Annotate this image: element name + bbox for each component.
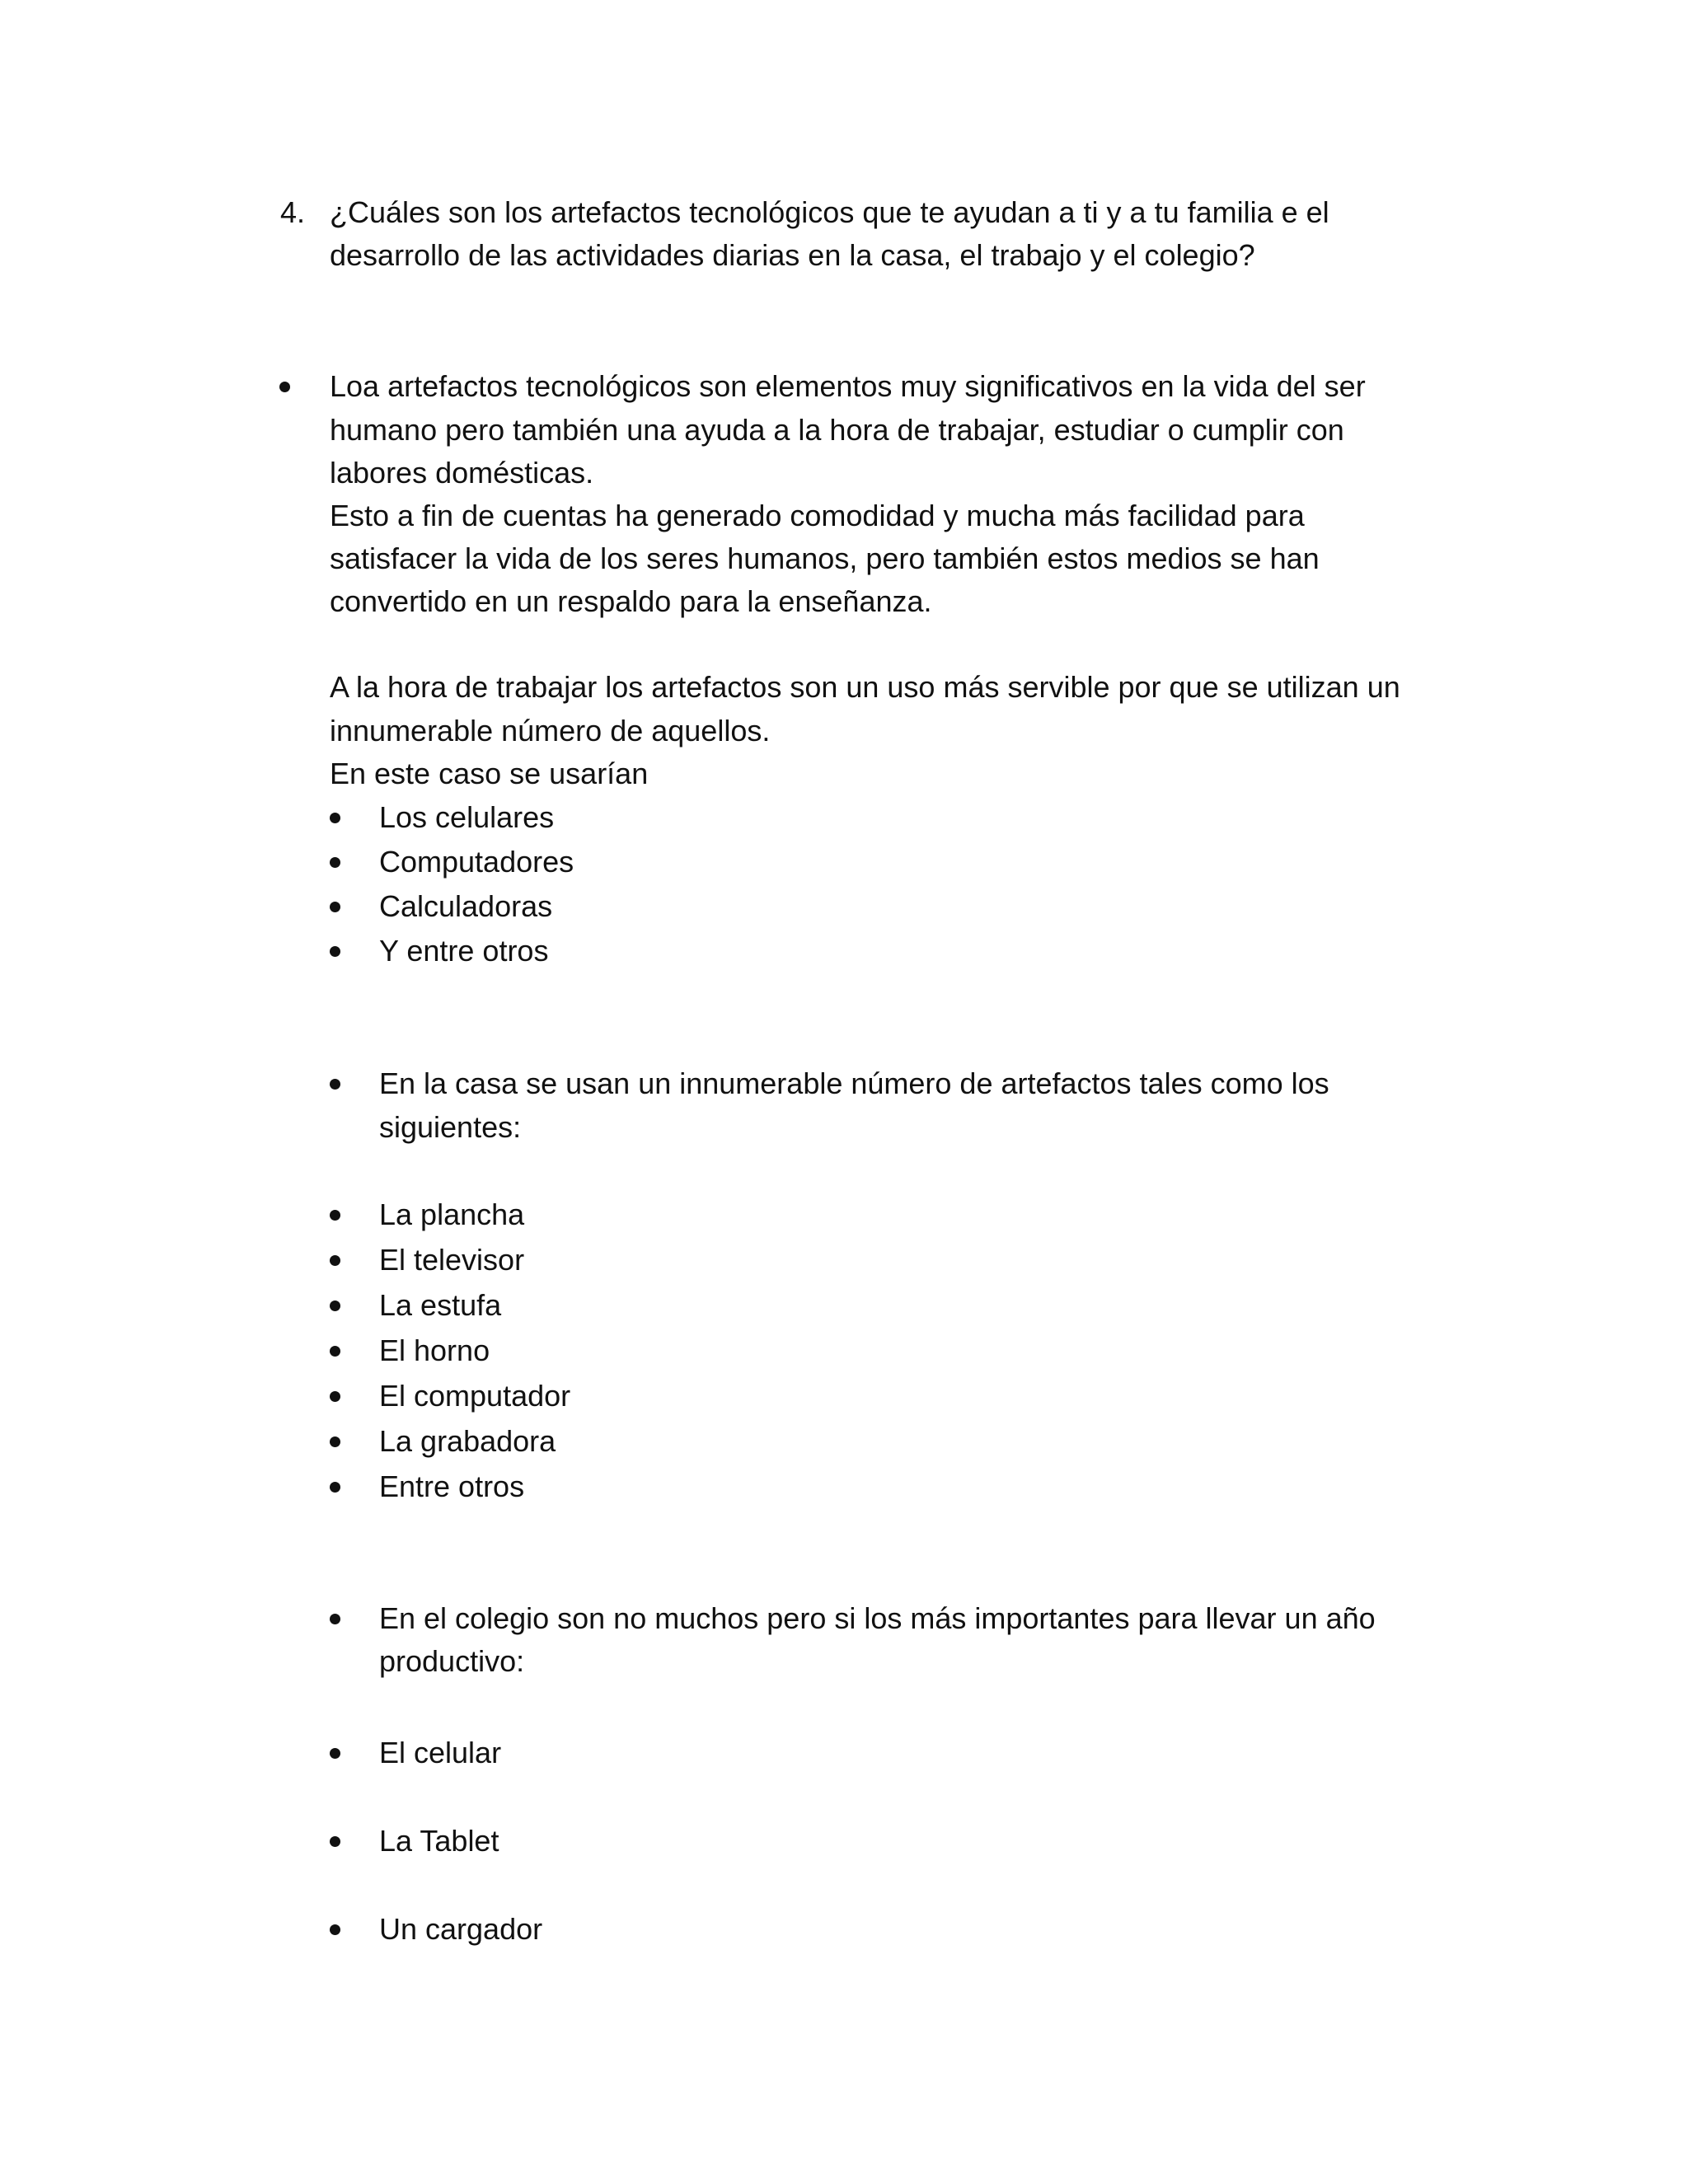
bullet-icon [330, 1614, 340, 1624]
bullet-icon [330, 813, 340, 823]
list-item: La grabadora [379, 1424, 556, 1458]
bullet-icon [330, 1436, 340, 1447]
bullet-icon [330, 1836, 340, 1847]
list-item: El computador [379, 1379, 571, 1413]
bullet-icon [330, 1924, 340, 1935]
bullet-icon [330, 1210, 340, 1221]
bullet-icon [330, 1346, 340, 1357]
list-item: El celular [379, 1736, 502, 1769]
list-item: El televisor [379, 1243, 525, 1277]
list-item: La estufa [379, 1288, 502, 1322]
intro-line-4: Esto a fin de cuentas ha generado comodidad y mucha más facilidad para [330, 499, 1305, 532]
bullet-icon [330, 1255, 340, 1266]
list-item: Un cargador [379, 1912, 543, 1946]
bullet-icon [330, 857, 340, 868]
home-line-2: siguientes: [379, 1110, 522, 1144]
list-item: Y entre otros [379, 934, 549, 968]
list-item: La Tablet [379, 1824, 499, 1858]
work-line-1: A la hora de trabajar los artefactos son un uso más servible por que se utilizan un [330, 670, 1400, 704]
bullet-icon [330, 1301, 340, 1311]
intro-line-5: satisfacer la vida de los seres humanos, pero también estos medios se han [330, 541, 1320, 575]
list-item: Los celulares [379, 800, 555, 834]
intro-line-1: Loa artefactos tecnológicos son elementos muy significativos en la vida del ser [330, 369, 1366, 403]
school-line-1: En el colegio son no muchos pero si los más importantes para llevar un año [379, 1601, 1376, 1635]
list-item: Computadores [379, 845, 574, 879]
work-line-3: En este caso se usarían [330, 757, 649, 790]
intro-line-2: humano pero también una ayuda a la hora de trabajar, estudiar o cumplir con [330, 413, 1344, 447]
question-number: 4. [280, 195, 306, 229]
work-line-2: innumerable número de aquellos. [330, 714, 771, 748]
intro-line-3: labores domésticas. [330, 456, 594, 490]
list-item: Calculadoras [379, 889, 553, 923]
school-line-2: productivo: [379, 1644, 525, 1678]
list-item: La plancha [379, 1197, 525, 1231]
question-line-2: desarrollo de las actividades diarias en la casa, el trabajo y el colegio? [330, 238, 1255, 272]
list-item: El horno [379, 1333, 490, 1367]
bullet-icon [330, 1482, 340, 1493]
bullet-icon [330, 902, 340, 912]
home-line-1: En la casa se usan un innumerable número de artefactos tales como los [379, 1066, 1329, 1100]
bullet-icon [330, 1391, 340, 1402]
bullet-icon [330, 1748, 340, 1759]
bullet-icon [330, 946, 340, 957]
intro-line-6: convertido en un respaldo para la enseñanza. [330, 584, 932, 618]
bullet-icon [279, 382, 290, 392]
question-line-1: ¿Cuáles son los artefactos tecnológicos que te ayudan a ti y a tu familia e el [330, 195, 1329, 229]
bullet-icon [330, 1079, 340, 1090]
list-item: Entre otros [379, 1469, 525, 1503]
